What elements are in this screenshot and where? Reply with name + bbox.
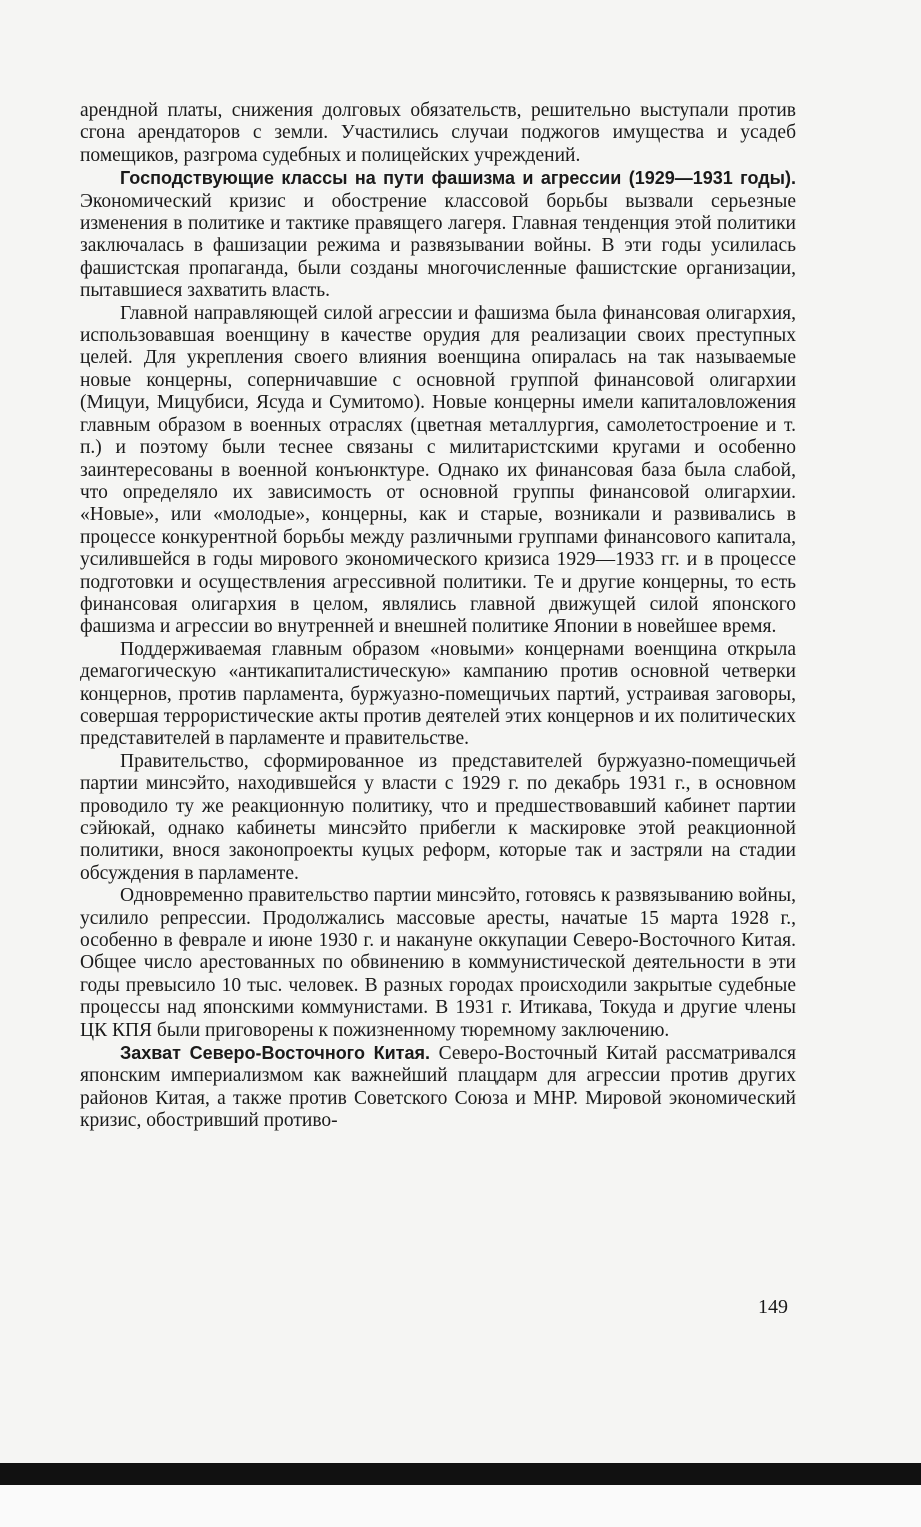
paragraph-5: [80, 751, 796, 885]
paragraph-text: Правительство, сформированное из представителей буржуазно-помещичьей партии минсэйто, находившейся у власти с 1929 г. по декабрь 1931 г., в основном проводило ту же реакционную политику, что и предшествовавший кабинет партии сэйюкай, однако кабинеты минсэйто прибегли к маскировке этой реакционной политики, внося законопроекты куцых реформ, которые так и застряли на стадии обсуждения в парламенте.: [80, 750, 796, 884]
paragraph-7: [80, 1042, 796, 1133]
section-heading-manchuria: Захват Северо-Восточного Китая.: [120, 1043, 431, 1064]
section-heading-fascism: Господствующие классы на пути фашизма и агрессии (1929—1931 годы).: [120, 168, 796, 189]
paragraph-text: Северо-Восточный Китай рассматривался японским империализмом как важнейший плацдарм для агрессии против других районов Китая, а также против Советского Союза и МНР. Мировой экономический кризис, обостривший противо-: [80, 1043, 796, 1132]
paragraph-6: [80, 885, 796, 1042]
paragraph-text: арендной платы, снижения долговых обязательств, решительно выступали против сгона арендаторов с земли. Участились случаи поджогов имущества и усадеб помещиков, разгрома судебных и полицейских учреждений.: [80, 100, 796, 166]
paragraph-text: Главной направляющей силой агрессии и фашизма была финансовая олигархия, использовавшая военщину в качестве орудия для реализации своих преступных целей. Для укрепления своего влияния военщина опиралась на так называемые новые концерны, соперничавшие с основной группой финансовой олигархии (Мицуи, Мицубиси, Ясуда и Сумитомо). Новые концерны имели капиталовложения главным образом в военных отраслях (цветная металлургия, самолетостроение и т. п.) и поэтому были теснее связаны с милитаристскими кругами и особенно заинтересованы в военной конъюнктуре. Однако их финансовая база была слабой, что определяло их зависимость от основной группы финансовой олигархии. «Новые», или «молодые», концерны, как и старые, возникали и развивались в процессе конкурентной борьбы между различными группами финансового капитала, усилившейся в годы мирового экономического кризиса 1929—1933 гг. и в процессе подготовки и осуществления агрессивной политики. Те и другие концерны, то есть финансовая олигархия в целом, являлись главной движущей силой японского фашизма и агрессии во внутренней и внешней политике Японии в новейшее время.: [80, 302, 796, 638]
page-number: 149: [758, 1296, 788, 1318]
paragraph-text: Экономический кризис и обострение классовой борьбы вызвали серьезные изменения в политике и тактике правящего лагеря. Главная тенденция этой политики заключалась в фашизации режима и развязывании войны. В эти годы усилилась фашистская пропаганда, были созданы многочисленные фашистские организации, пытавшиеся захватить власть.: [80, 190, 796, 302]
paragraph-1: [80, 100, 796, 167]
scan-margin: [0, 1485, 921, 1527]
paragraph-3: [80, 303, 796, 639]
body-text: [80, 100, 796, 1133]
paragraph-4: [80, 639, 796, 751]
paragraph-text: Поддерживаемая главным образом «новыми» концернами военщина открыла демагогическую «антикапиталистическую» кампанию против основной четверки концернов, против парламента, буржуазно-помещичьих партий, устраивая заговоры, совершая террористические акты против деятелей этих концернов и их политических представителей в парламенте и правительстве.: [80, 638, 796, 750]
scan-edge-bar: [0, 1463, 921, 1485]
paragraph-text: Одновременно правительство партии минсэйто, готовясь к развязыванию войны, усилило репрессии. Продолжались массовые аресты, начатые 15 марта 1928 г., особенно в феврале и июне 1930 г. и накануне оккупации Северо-Восточного Китая. Общее число арестованных по обвинению в коммунистической деятельности в эти годы превысило 10 тыс. человек. В разных городах происходили закрытые судебные процессы над японскими коммунистами. В 1931 г. Итикава, Токуда и другие члены ЦК КПЯ были приговорены к пожизненному тюремному заключению.: [80, 885, 796, 1041]
paragraph-2: [80, 167, 796, 302]
